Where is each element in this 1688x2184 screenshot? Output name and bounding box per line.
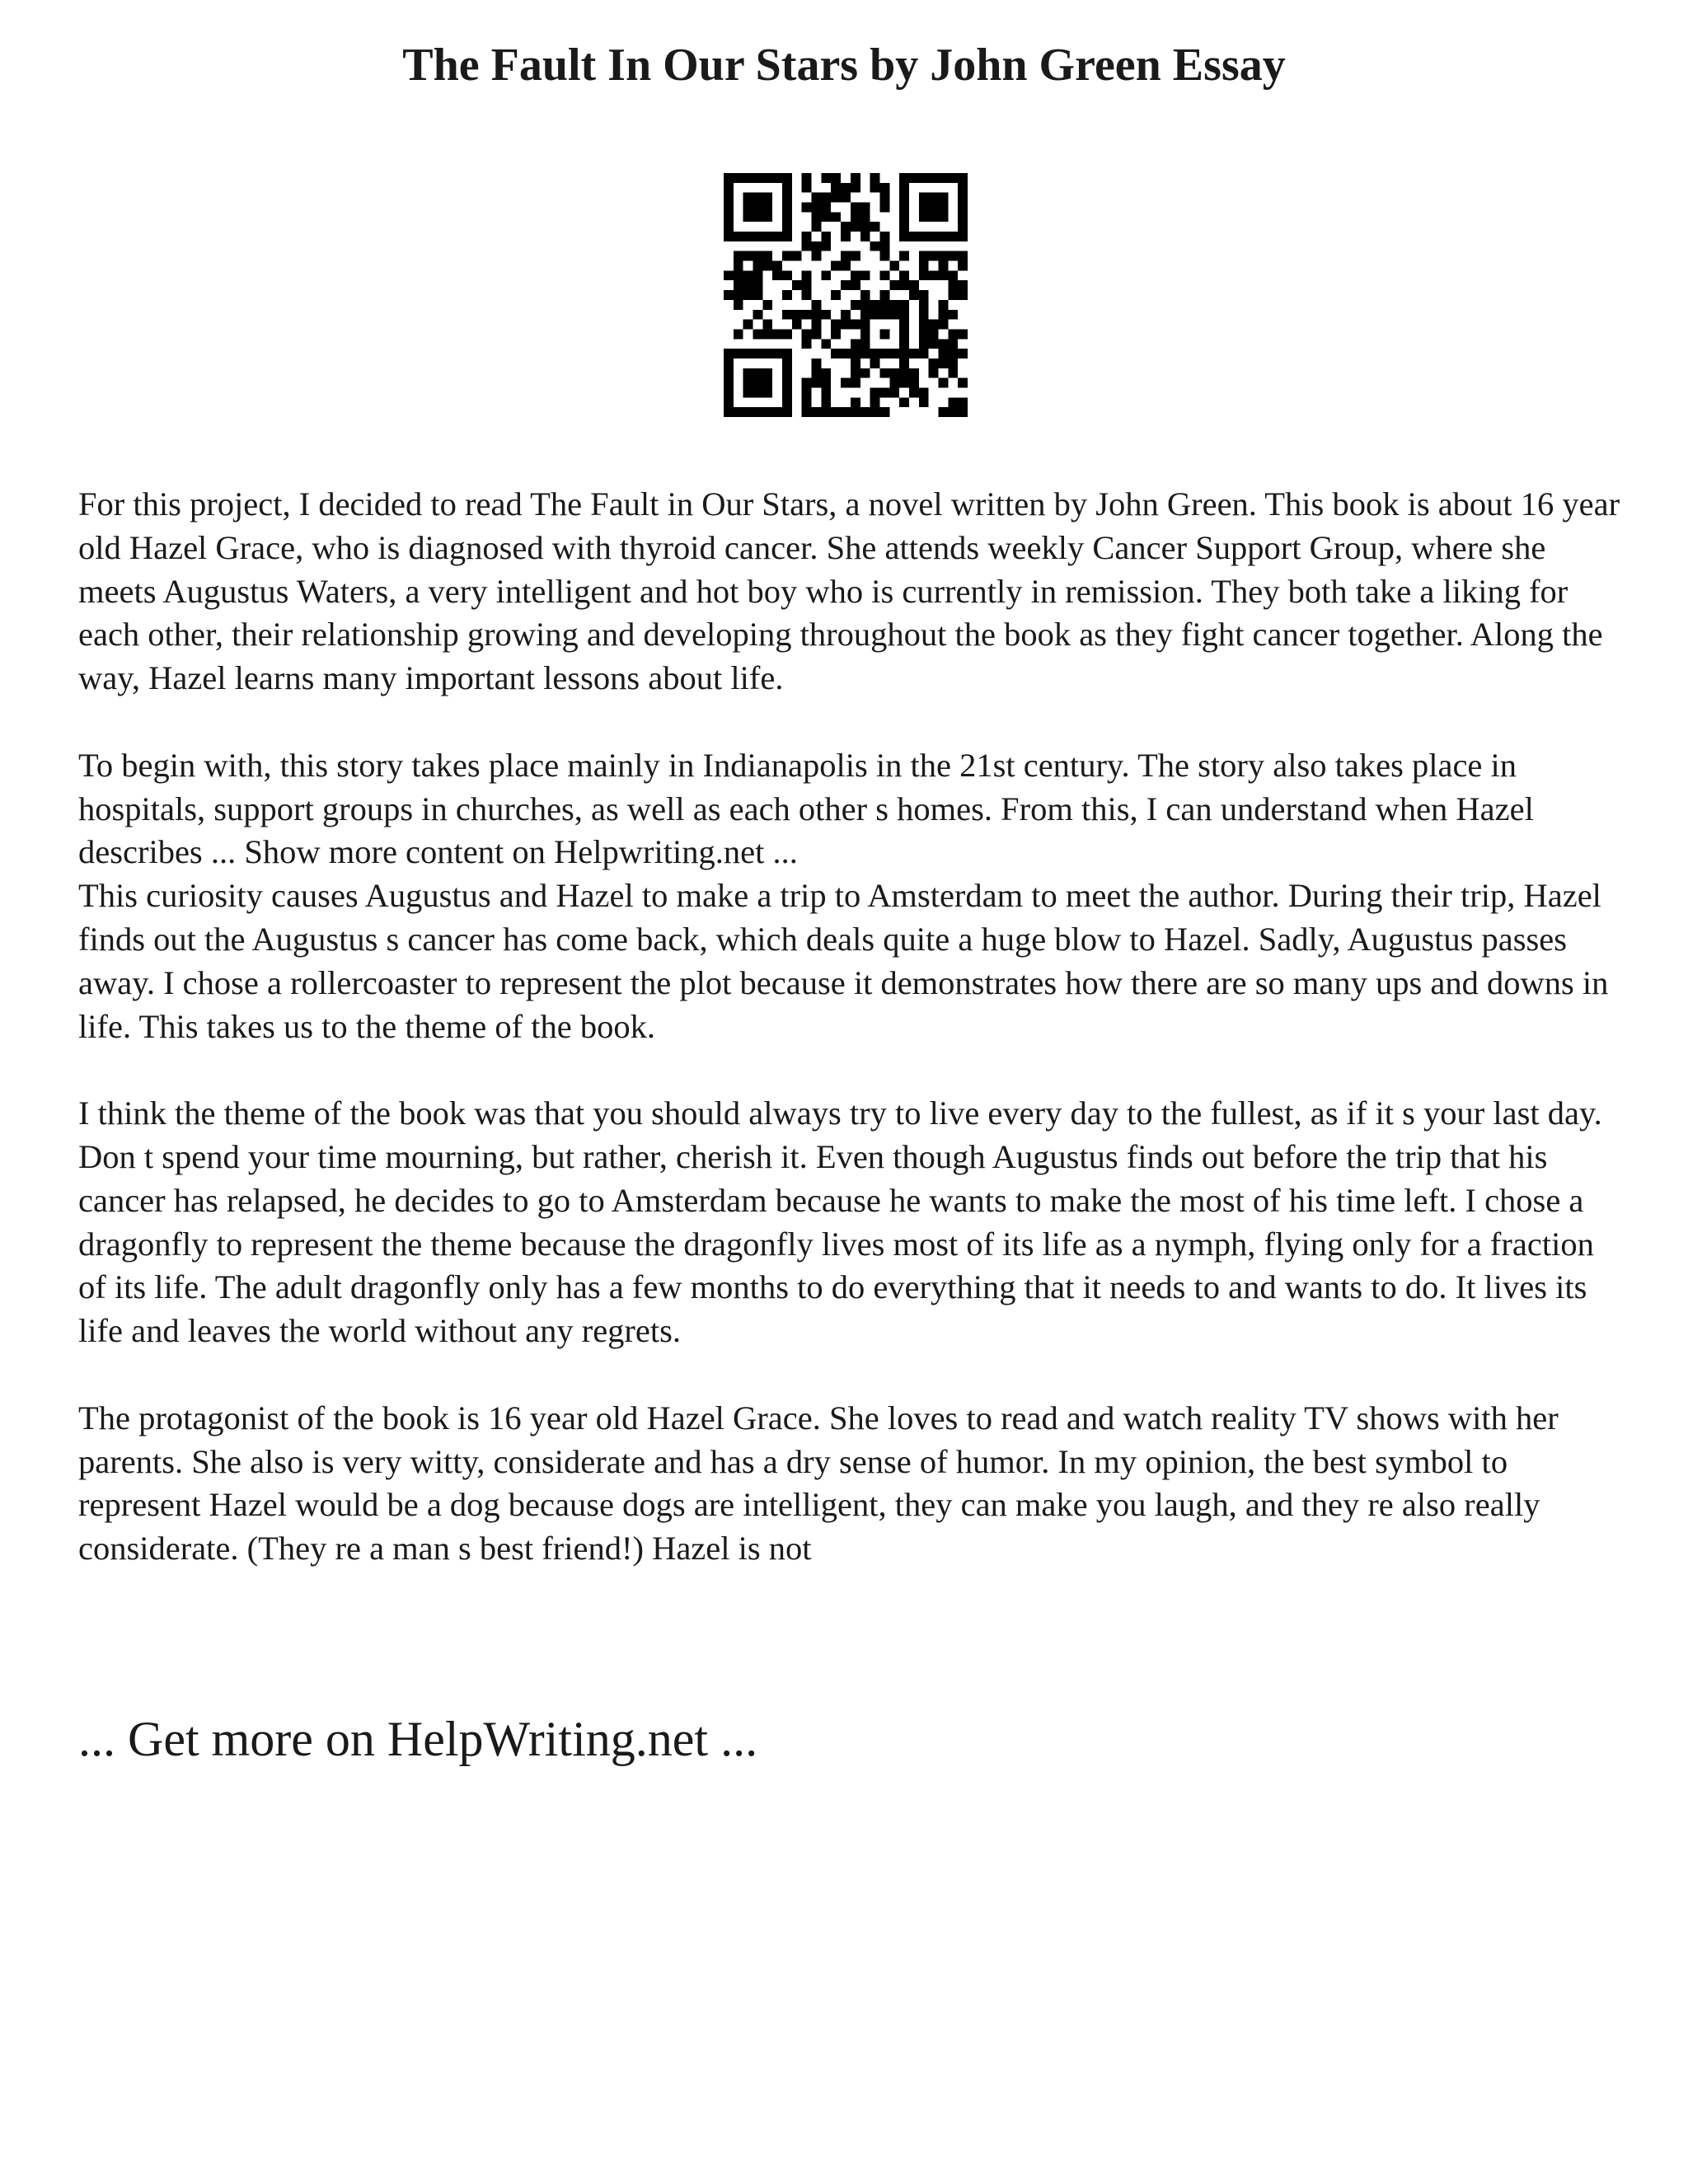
paragraph-intro: For this project, I decided to read The Fault in Our Stars, a novel written by John Green. This book is about 16 year old Hazel Grace, who is diagnosed with thyroid cancer. She attends weekly Cancer Support Group, where she meets Augustus Waters, a very intelligent and hot boy who is currently in remission. They both take a liking for each other, their relationship growing and developing throughout the book as they fight cancer together. Along the way, Hazel learns many important lessons about life. [78, 485, 1620, 697]
paragraph-theme: I think the theme of the book was that you should always try to live every day to the fullest, as if it s your last day. Don t spend your time mourning, but rather, cherish it. Even though Augustus finds out before the trip that his cancer has relapsed, he decides to go to Amsterdam because he wants to make the most of his time left. I chose a dragonfly to represent the theme because the dragonfly lives most of its life as a nymph, flying only for a fraction of its life. The adult dragonfly only has a few months to do everything that it needs to and wants to do. It lives its life and leaves the world without any regrets. [78, 1094, 1602, 1350]
paragraph-setting: To begin with, this story takes place mainly in Indianapolis in the 21st century. The story also takes place in hospitals, support groups in churches, as well as each other s homes. From this, I can understand when Hazel describes ... Show more content on Helpwriting.net ... [78, 746, 1534, 871]
paragraph-protagonist: The protagonist of the book is 16 year old Hazel Grace. She loves to read and watch reality TV shows with her parents. She also is very witty, considerate and has a dry sense of humor. In my opinion, the best symbol to represent Hazel would be a dog because dogs are intelligent, they can make you laugh, and they re also really considerate. (They re a man s best friend!) Hazel is not [78, 1399, 1559, 1568]
page-title: The Fault In Our Stars by John Green Essay [402, 40, 1286, 91]
qr-code-icon[interactable] [724, 173, 968, 417]
paragraph-plot: This curiosity causes Augustus and Hazel to make a trip to Amsterdam to meet the author. During their trip, Hazel finds out the Augustus s cancer has come back, which deals quite a huge blow to Hazel. Sadly, Augustus passes away. I chose a rollercoaster to represent the plot because it demonstrates how there are so many ups and downs in life. This takes us to the theme of the book. [78, 877, 1609, 1045]
essay-body [78, 483, 1628, 1571]
get-more-link[interactable]: ... Get more on HelpWriting.net ... [78, 1712, 758, 1766]
